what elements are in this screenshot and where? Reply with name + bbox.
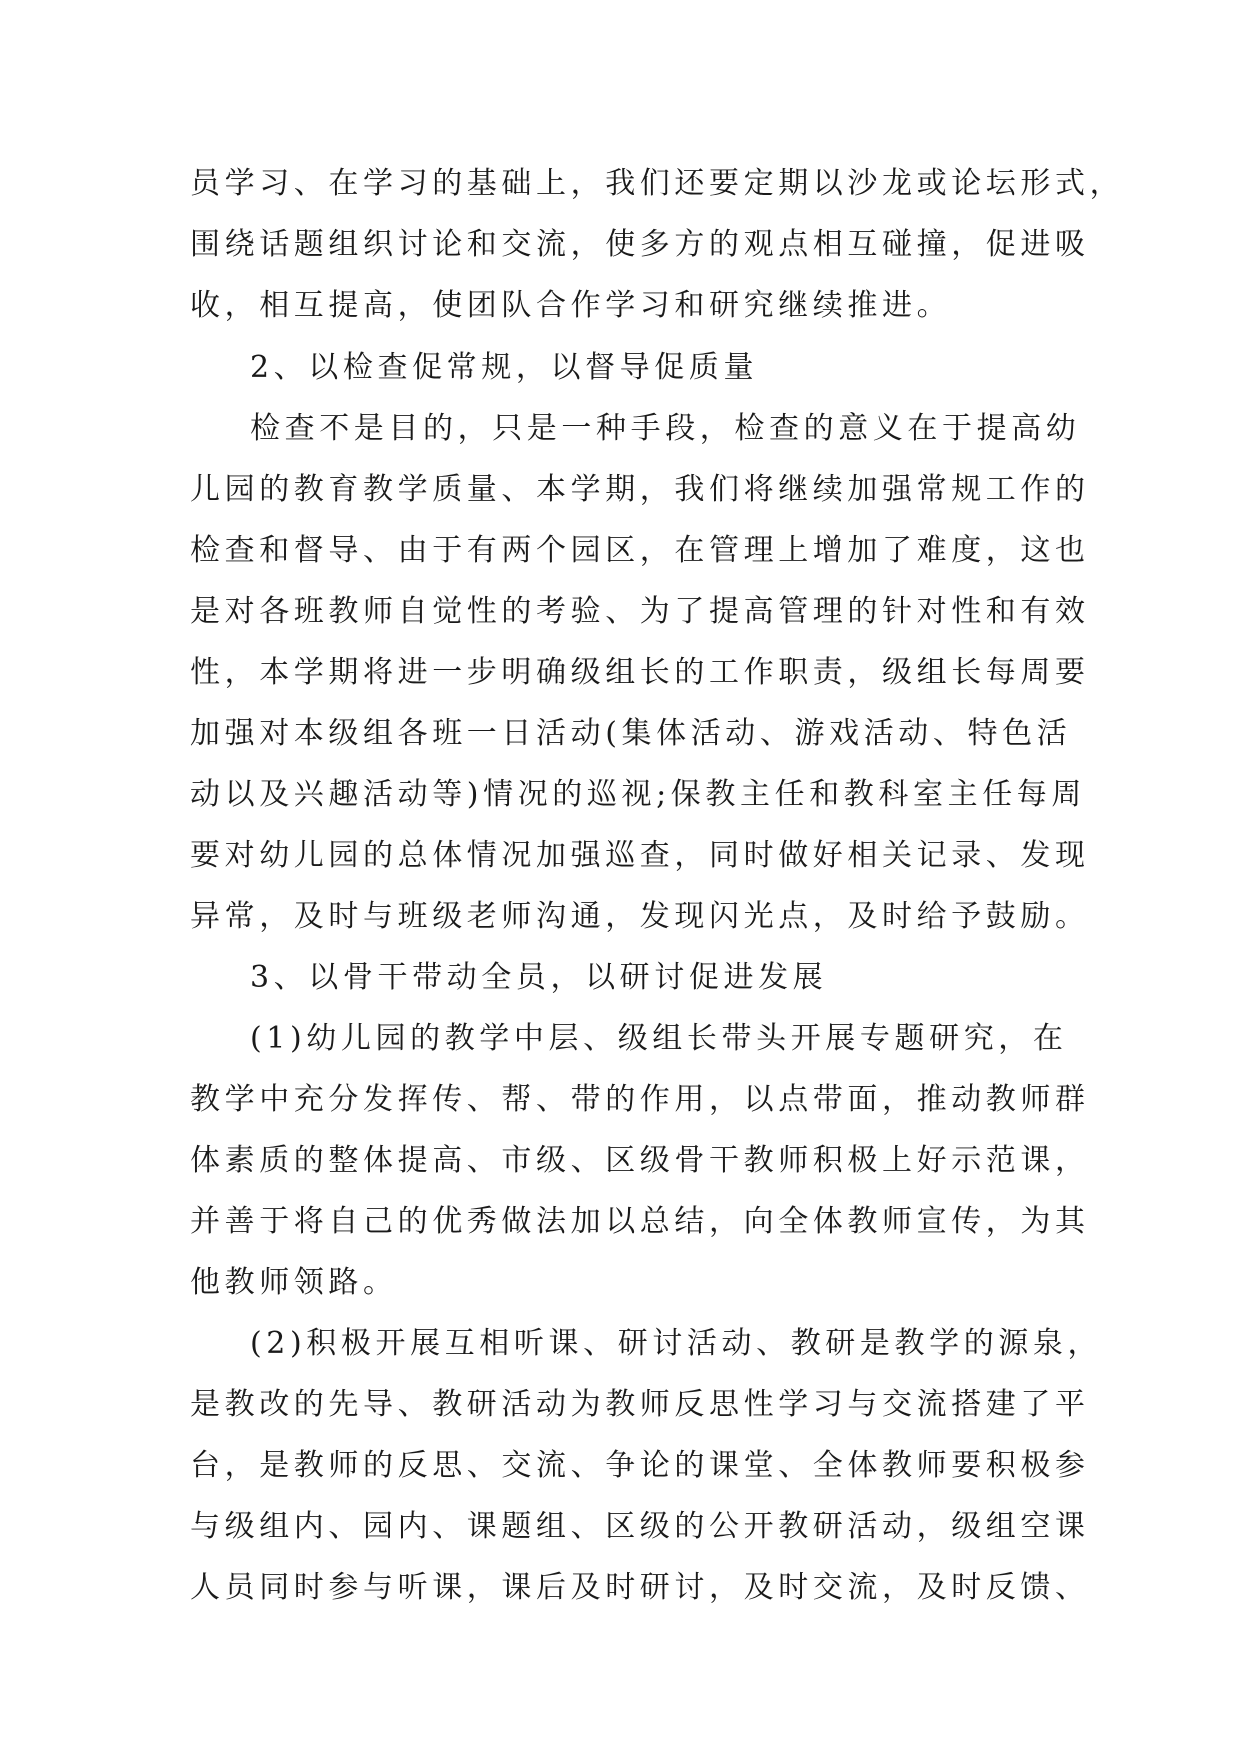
section-heading: 2、以检查促常规，以督导促质量 — [250, 350, 759, 385]
text-line: 收，相互提高，使团队合作学习和研究继续推进。 — [190, 288, 952, 323]
text-line: 他教师领路。 — [190, 1265, 398, 1300]
section-heading: 3、以骨干带动全员，以研讨促进发展 — [250, 960, 828, 995]
text-line: 并善于将自己的优秀做法加以总结，向全体教师宣传，为其 — [190, 1204, 1090, 1239]
text-line: 是对各班教师自觉性的考验、为了提高管理的针对性和有效 — [190, 594, 1090, 629]
text-line: 动以及兴趣活动等)情况的巡视;保教主任和教科室主任每周 — [190, 777, 1087, 812]
text-line: 与级组内、园内、课题组、区级的公开教研活动，级组空课 — [190, 1509, 1090, 1544]
text-line: 体素质的整体提高、市级、区级骨干教师积极上好示范课， — [190, 1143, 1090, 1178]
text-line: 检查不是目的，只是一种手段，检查的意义在于提高幼 — [250, 411, 1081, 446]
text-line: 台，是教师的反思、交流、争论的课堂、全体教师要积极参 — [190, 1448, 1090, 1483]
text-line: 加强对本级组各班一日活动(集体活动、游戏活动、特色活 — [190, 716, 1072, 751]
text-line: 员学习、在学习的基础上，我们还要定期以沙龙或论坛形式， — [190, 166, 1125, 201]
text-line: (1)幼儿园的教学中层、级组长带头开展专题研究，在 — [250, 1021, 1068, 1056]
text-line: 异常，及时与班级老师沟通，发现闪光点，及时给予鼓励。 — [190, 899, 1090, 934]
text-line: 检查和督导、由于有两个园区，在管理上增加了难度，这也 — [190, 533, 1090, 568]
text-line: 儿园的教育教学质量、本学期，我们将继续加强常规工作的 — [190, 472, 1090, 507]
text-line: (2)积极开展互相听课、研讨活动、教研是教学的源泉， — [250, 1326, 1103, 1361]
text-line: 教学中充分发挥传、帮、带的作用，以点带面，推动教师群 — [190, 1082, 1090, 1117]
text-line: 性，本学期将进一步明确级组长的工作职责，级组长每周要 — [190, 655, 1090, 690]
text-line: 人员同时参与听课，课后及时研讨，及时交流，及时反馈、 — [190, 1570, 1090, 1605]
text-line: 是教改的先导、教研活动为教师反思性学习与交流搭建了平 — [190, 1387, 1090, 1422]
text-line: 要对幼儿园的总体情况加强巡查，同时做好相关记录、发现 — [190, 838, 1090, 873]
text-line: 围绕话题组织讨论和交流，使多方的观点相互碰撞，促进吸 — [190, 227, 1090, 262]
